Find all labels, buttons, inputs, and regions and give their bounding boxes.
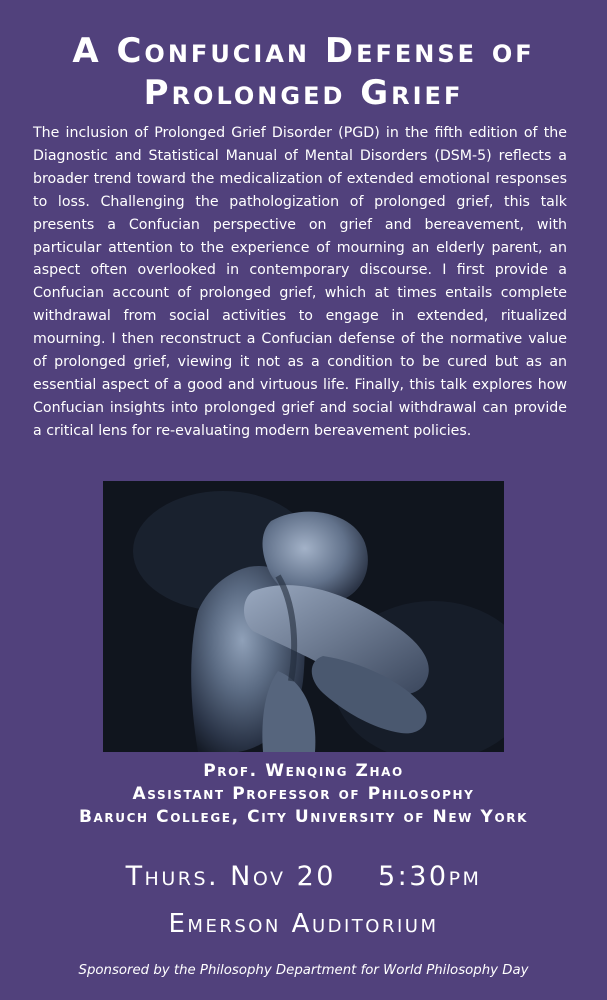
talk-abstract: The inclusion of Prolonged Grief Disorder (PGD) in the fifth edition of the Diagnostic and Statistical Manual of Mental Disorders (DSM-5) reflects a broader trend toward the medicalization of extended emotional responses to loss. Challenging the pathologization of prolonged grief, this talk presents a Confucian perspective on grief and bereavement, with particular attention to the experience of mourning an elderly parent, an aspect often overlooked in contemporary discourse. I first provide a Confucian account of prolonged grief, which at times entails complete withdrawal from social activities to engage in extended, ritualized mourning. I then reconstruct a Confucian defense of the normative value of prolonged grief, viewing it not as a condition to be cured but as an essential aspect of a good and virtuous life. Finally, this talk explores how Confucian insights into prolonged grief and social withdrawal can provide a critical lens for re-evaluating modern bereavement policies. xyxy=(33,125,567,439)
poster-title-line-1: A Confucian Defense of xyxy=(72,31,535,71)
speaker-name: Prof. Wenqing Zhao xyxy=(203,761,404,781)
event-date: Thurs. Nov 20 xyxy=(125,861,336,892)
speaker-institution: Baruch College, City University of New York xyxy=(78,807,528,827)
speaker-role: Assistant Professor of Philosophy xyxy=(132,784,475,804)
event-date-time xyxy=(0,860,607,894)
statue-image xyxy=(103,481,504,752)
event-venue: Emerson Auditorium xyxy=(168,909,439,939)
grieving-statue-photo xyxy=(103,481,504,752)
poster-title-line-2: Prolonged Grief xyxy=(143,73,464,113)
event-time: 5:30pm xyxy=(377,861,482,892)
sponsor-line: Sponsored by the Philosophy Department for World Philosophy Day xyxy=(78,963,529,978)
